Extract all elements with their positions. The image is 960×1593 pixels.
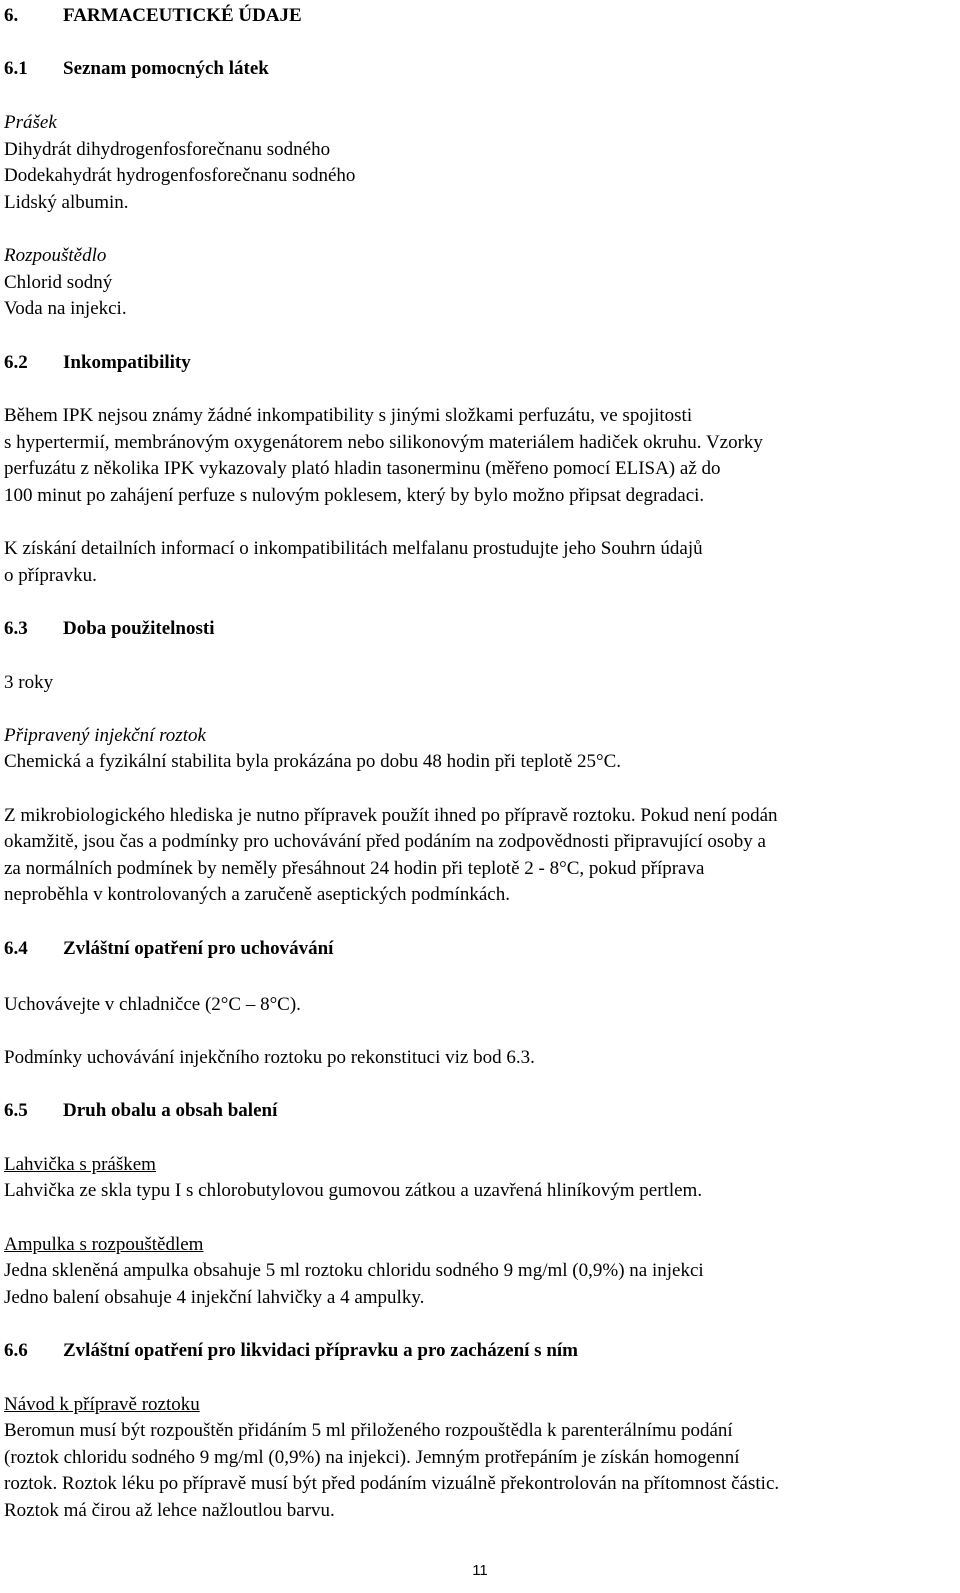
solvent-label: Rozpouštědlo <box>4 245 107 266</box>
heading-6-4-title: Zvláštní opatření pro uchovávání <box>63 938 334 959</box>
paragraph-line: 100 minut po zahájení perfuze s nulovým poklesem, který by bylo možno připsat degradaci. <box>4 485 705 506</box>
paragraph-line: K získání detailních informací o inkompatibilitách melfalanu prostudujte jeho Souhrn údajů <box>4 538 703 559</box>
heading-6-4 <box>4 936 333 963</box>
paragraph-line: s hypertermií, membránovým oxygenátorem nebo silikonovým materiálem hadiček okruhu. Vzorky <box>4 432 763 453</box>
vial-label: Lahvička s práškem <box>4 1154 156 1175</box>
paragraph-line: Roztok má čirou až lehce nažloutlou barvu. <box>4 1500 335 1521</box>
solution-label: Připravený injekční roztok <box>4 725 206 746</box>
guide-label: Návod k přípravě roztoku <box>4 1394 200 1415</box>
page-number: 11 <box>472 1562 488 1579</box>
heading-6-5 <box>4 1098 277 1125</box>
heading-6-3-number: 6.3 <box>4 618 28 639</box>
paragraph-line: okamžitě, jsou čas a podmínky pro uchovávání před podáním na zodpovědnosti připravující osoby a <box>4 831 766 852</box>
shelf-life-value: 3 roky <box>4 672 54 693</box>
solvent-item: Chlorid sodný <box>4 272 113 293</box>
heading-6-number: 6. <box>4 5 19 26</box>
paragraph-line: roztok. Roztok léku po přípravě musí být před podáním vizuálně překontrolován na přítomnost částic. <box>4 1473 780 1494</box>
ampoule-label: Ampulka s rozpouštědlem <box>4 1234 204 1255</box>
heading-6-2 <box>4 350 191 377</box>
paragraph-line: Jedno balení obsahuje 4 injekční lahvičky a 4 ampulky. <box>4 1287 425 1308</box>
paragraph-line: neproběhla v kontrolovaných a zaručeně aseptických podmínkách. <box>4 884 510 905</box>
paragraph-line: Podmínky uchovávání injekčního roztoku po rekonstituci viz bod 6.3. <box>4 1047 535 1068</box>
heading-6-5-title: Druh obalu a obsah balení <box>63 1100 278 1121</box>
powder-item: Dihydrát dihydrogenfosforečnanu sodného <box>4 139 331 160</box>
heading-6-1-number: 6.1 <box>4 58 28 79</box>
heading-6-title: FARMACEUTICKÉ ÚDAJE <box>63 5 302 26</box>
heading-6-1 <box>4 56 269 83</box>
paragraph-line: o přípravku. <box>4 565 97 586</box>
heading-6-3-title: Doba použitelnosti <box>63 618 215 639</box>
paragraph-line: Beromun musí být rozpouštěn přidáním 5 ml přiloženého rozpouštědla k parenterálnímu podání <box>4 1420 733 1441</box>
powder-label: Prášek <box>4 112 57 133</box>
paragraph-line: (roztok chloridu sodného 9 mg/ml (0,9%) na injekci). Jemným protřepáním je získán homogenní <box>4 1447 740 1468</box>
paragraph-line: Jedna skleněná ampulka obsahuje 5 ml roztoku chloridu sodného 9 mg/ml (0,9%) na injekci <box>4 1260 704 1281</box>
solvent-item: Voda na injekci. <box>4 298 127 319</box>
heading-6-1-title: Seznam pomocných látek <box>63 58 269 79</box>
paragraph-line: Lahvička ze skla typu I s chlorobutylovou gumovou zátkou a uzavřená hliníkovým pertlem. <box>4 1180 703 1201</box>
paragraph-line: perfuzátu z několika IPK vykazovaly plató hladin tasonerminu (měřeno pomocí ELISA) až do <box>4 458 721 479</box>
paragraph-line: Chemická a fyzikální stabilita byla prokázána po dobu 48 hodin při teplotě 25°C. <box>4 751 622 772</box>
heading-6-2-title: Inkompatibility <box>63 352 191 373</box>
powder-item: Dodekahydrát hydrogenfosforečnanu sodného <box>4 165 356 186</box>
heading-6-6 <box>4 1338 578 1365</box>
heading-6-5-number: 6.5 <box>4 1100 28 1121</box>
paragraph-line: Uchovávejte v chladničce (2°C – 8°C). <box>4 994 301 1015</box>
heading-6-6-title: Zvláštní opatření pro likvidaci přípravku a pro zacházení s ním <box>63 1340 578 1361</box>
paragraph-line: Během IPK nejsou známy žádné inkompatibility s jinými složkami perfuzátu, ve spojitosti <box>4 405 693 426</box>
heading-6 <box>4 3 302 30</box>
heading-6-3 <box>4 616 215 643</box>
powder-item: Lidský albumin. <box>4 192 129 213</box>
paragraph-line: za normálních podmínek by neměly přesáhnout 24 hodin při teplotě 2 - 8°C, pokud příprava <box>4 858 705 879</box>
heading-6-2-number: 6.2 <box>4 352 28 373</box>
heading-6-4-number: 6.4 <box>4 938 28 959</box>
paragraph-line: Z mikrobiologického hlediska je nutno přípravek použít ihned po přípravě roztoku. Pokud není podán <box>4 805 778 826</box>
heading-6-6-number: 6.6 <box>4 1340 28 1361</box>
